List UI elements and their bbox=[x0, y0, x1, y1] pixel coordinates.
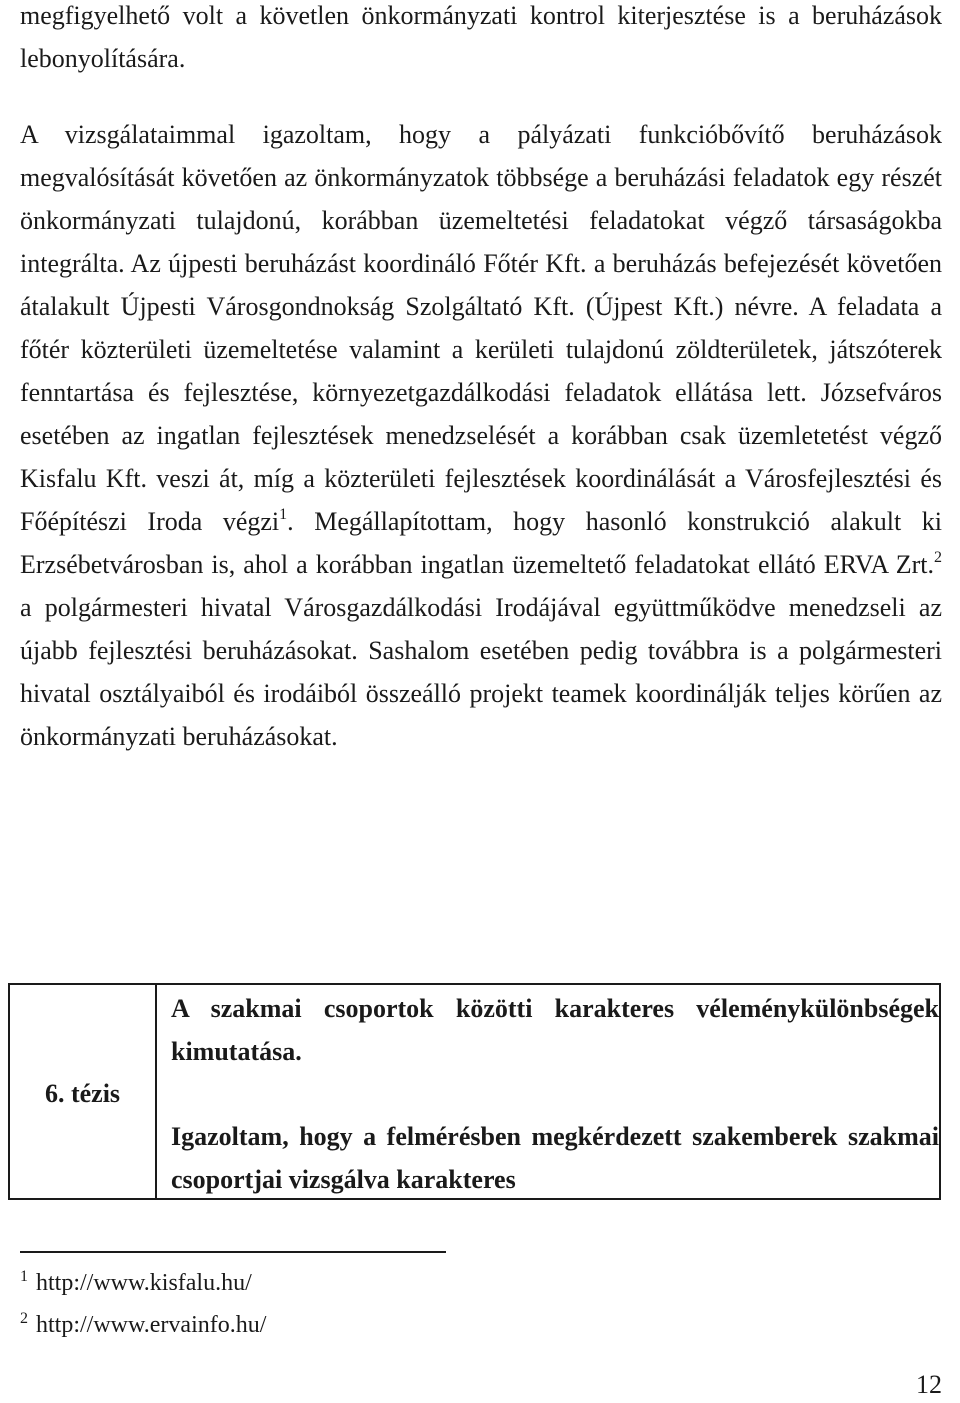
footnote-link[interactable]: http://www.kisfalu.hu/ bbox=[36, 1270, 252, 1296]
thesis-title: A szakmai csoportok közötti karakteres véleménykülönbségek kimutatása. bbox=[171, 994, 939, 1066]
footnotes bbox=[20, 1262, 266, 1346]
footnote-separator bbox=[20, 1251, 446, 1253]
footnote-number: 1 bbox=[20, 1268, 28, 1286]
thesis-text: Igazoltam, hogy a felmérésben megkérdezett szakemberek szakmai csoportjai vizsgálva karakteres bbox=[171, 1122, 939, 1194]
footnote-item bbox=[20, 1262, 266, 1304]
thesis-body bbox=[157, 985, 939, 1198]
footnote-reference[interactable]: 1 bbox=[279, 505, 288, 523]
footnote-number: 2 bbox=[20, 1310, 28, 1328]
page-body bbox=[20, 0, 942, 758]
footnote-item bbox=[20, 1304, 266, 1346]
page-number: 12 bbox=[916, 1370, 942, 1399]
paragraph bbox=[20, 113, 942, 758]
paragraph: megfigyelhető volt a követlen önkormányzati kontrol kiterjesztése is a beruházások lebonyolítására. bbox=[20, 1, 942, 73]
thesis-label: 6. tézis bbox=[10, 985, 157, 1198]
footnote-reference[interactable]: 2 bbox=[934, 548, 942, 566]
thesis-box bbox=[8, 983, 941, 1200]
paragraph-text: A vizsgálataimmal igazoltam, hogy a pályázati funkcióbővítő beruházások megvalósítását követően az önkormányzatok többsége a beruházási feladatok egy részét önkormányzati tulajdonú, korábban üzemeltetési feladatokat végző társaságokba integrálta. Az újpesti beruházást koordináló Főtér Kft. a beruházás befejezését követően átalakult Újpesti Városgondnokság Szolgáltató Kft. (Újpest Kft.) névre. A feladata a főtér közterületi üzemeltetése valamint a kerületi tulajdonú zöldterületek, játszóterek fenntartása és fejlesztése, környezetgazdálkodási feladatok ellátása lett. Józsefváros esetében az ingatlan fejlesztések menedzselését a korábban csak üzemletetést végző Kisfalu Kft. veszi át, míg a közterületi fejlesztések koordinálását a Városfejlesztési és Főépítészi Iroda végzi bbox=[20, 120, 942, 536]
paragraph-text: . Megállapítottam, hogy hasonló konstrukció alakult ki Erzsébetvárosban is, ahol a korábban ingatlan üzemeltető feladatokat ellátó ERVA Zrt. bbox=[20, 507, 942, 579]
paragraph-text: a polgármesteri hivatal Városgazdálkodási Irodájával együttműködve menedzseli az újabb fejlesztési beruházásokat. Sashalom esetében pedig továbbra is a polgármesteri hivatal osztályaiból és irodáiból összeálló projekt teamek koordinálják teljes körűen az önkormányzati beruházásokat. bbox=[20, 593, 942, 751]
footnote-link[interactable]: http://www.ervainfo.hu/ bbox=[36, 1312, 267, 1338]
